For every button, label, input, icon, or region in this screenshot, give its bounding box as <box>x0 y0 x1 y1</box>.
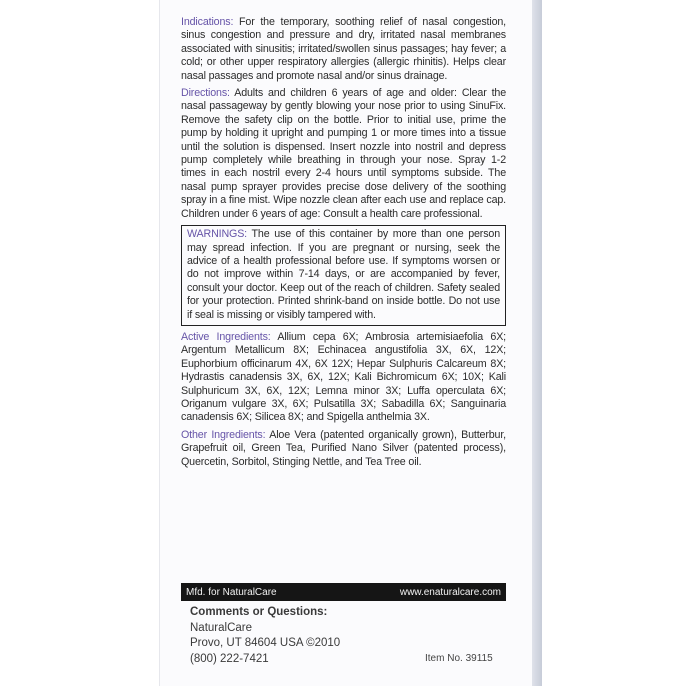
contact-title: Comments or Questions: <box>190 606 328 618</box>
active-ingredients-heading: Active Ingredients: <box>181 330 271 343</box>
box-side-edge <box>532 0 542 686</box>
other-ingredients-heading: Other Ingredients: <box>181 428 266 441</box>
manufacturer-label: Mfd. for NaturalCare <box>186 586 277 598</box>
website-label: www.enaturalcare.com <box>399 586 501 598</box>
directions-section <box>181 87 506 221</box>
warnings-body: The use of this container by more than one person may spread infection. If you are pregnant or nursing, seek the advice of a health professional before use. If symptoms worsen or do not improve within 7-14 days, or are accompanied by fever, consult your doctor. Keep out of the reach of children. Safety sealed for your protection. Printed shrink-band on inside bottle. Do not use if seal is missing or visibly tampered with. <box>187 228 500 321</box>
company-phone: (800) 222-7421 <box>190 652 269 665</box>
company-address: Provo, UT 84604 USA ©2010 <box>190 637 341 649</box>
indications-body: For the temporary, soothing relief of nasal congestion, sinus congestion and pressure and dry, irritated nasal membranes associated with sinusitis; irritated/swollen sinus passages; hay fever; a cold; or other upper respiratory allergies (allergic rhinitis). Helps clear nasal passages and promote nasal and/or sinus drainage. <box>181 16 506 82</box>
label-text-panel <box>181 16 506 473</box>
indications-section <box>181 16 506 83</box>
warnings-heading: WARNINGS: <box>187 228 248 241</box>
manufacturer-bar <box>181 583 506 601</box>
item-number: Item No. 39115 <box>425 653 493 664</box>
active-ingredients-section <box>181 331 506 425</box>
other-ingredients-section <box>181 429 506 469</box>
other-ingredients-body: Aloe Vera (patented organically grown), Butterbur, Grapefruit oil, Green Tea, Purified Nano Silver (patented process), Quercetin, Sorbitol, Stinging Nettle, and Tea Tree oil. <box>181 428 506 468</box>
directions-body: Adults and children 6 years of age and older: Clear the nasal passageway by gently blowing your nose prior to using SinuFix. Remove the safety clip on the bottle. Prior to initial use, prime the pump by holding it upright and pumping 1 or more times into a tissue until the solution is dispensed. Insert nozzle into nostril and depress pump completely while breathing in through your nose. Spray 1-2 times in each nostril every 2-4 hours until symptoms subside. The nasal pump sprayer provides precise dose delivery of the soothing spray in a fine mist. Wipe nozzle clean after each use and replace cap. Children under 6 years of age: Consult a health care professional. <box>181 87 506 220</box>
directions-heading: Directions: <box>181 87 230 100</box>
warnings-box <box>181 225 506 326</box>
indications-heading: Indications: <box>181 16 234 28</box>
company-name: NaturalCare <box>190 621 252 634</box>
active-ingredients-body: Allium cepa 6X; Ambrosia artemisiaefolia 6X; Argentum Metallicum 8X; Echinacea angustifolia 3X, 6X, 12X; Euphorbium officinarum 4X, 6X 12X; Hepar Sulphuris Calcareum 8X; Hydrastis canadensis 3X, 6X, 12X; Kali Bichromicum 6X; 10X; Kali Sulphuricum 3X, 6X, 12X; Lemna minor 3X; Luffa operculata 6X; Origanum vulgare 3X, 6X; Pulsatilla 3X; Sabadilla 6X; Sanguinaria canadensis 6X; Silicea 8X; and Spigella anthelmia 3X. <box>181 330 506 424</box>
